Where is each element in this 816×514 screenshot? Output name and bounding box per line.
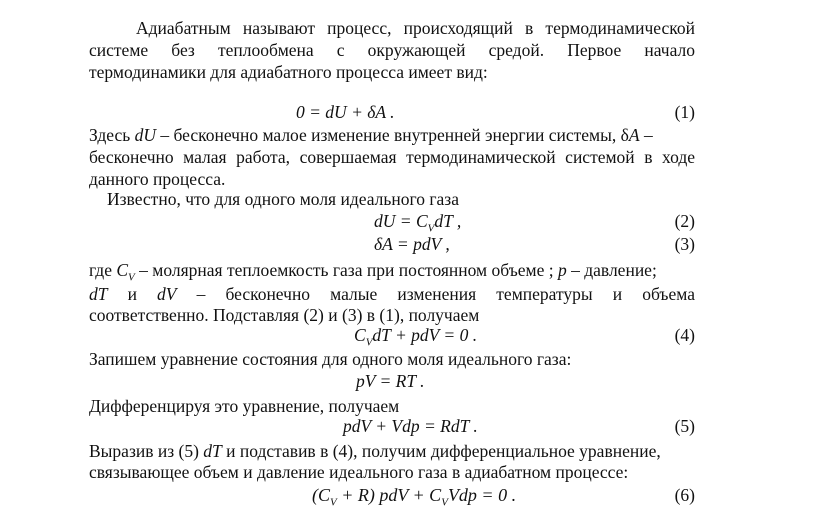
- paragraph-line-11: [89, 348, 695, 370]
- text: – давление;: [566, 260, 657, 280]
- paragraph-line-5: [89, 146, 695, 168]
- text: малые: [330, 284, 378, 304]
- text-line: данного процесса.: [89, 169, 226, 189]
- text-line: Известно, что для одного моля идеального газа: [107, 189, 459, 209]
- paragraph-line-3: [89, 61, 695, 83]
- text: где: [89, 260, 117, 280]
- equation-text: dT ,: [434, 211, 462, 231]
- text-line: Адиабатным называют процесс, происходящий в термодинамической: [136, 18, 695, 38]
- equation-3: [374, 233, 450, 255]
- text-line: соответственно. Подставляя (2) и (3) в (1), получаем: [89, 305, 480, 325]
- equation-number-6: (6): [674, 485, 695, 505]
- equation-text: dU = C: [374, 211, 428, 231]
- text: Выразив из (5): [89, 441, 204, 461]
- equation-text: pV = RT .: [356, 371, 425, 391]
- equation-text: + R) pdV + C: [336, 485, 442, 505]
- subscript: V: [427, 222, 435, 235]
- math-text: dT: [89, 284, 108, 304]
- text-line: Запишем уравнение состояния для одного моля идеального газа:: [89, 349, 572, 369]
- math-text: C: [116, 260, 129, 280]
- equation-text: (C: [312, 485, 330, 505]
- text: температуры: [496, 284, 593, 304]
- equation-1: [296, 101, 395, 123]
- subscript: V: [365, 336, 373, 349]
- paragraph-line-12: [89, 395, 695, 417]
- equation-number-4: (4): [674, 325, 695, 345]
- equation-text: pdV + Vdp = RdT .: [343, 416, 478, 436]
- text: –: [196, 284, 206, 304]
- equation-number-1: (1): [674, 102, 695, 122]
- paragraph-line-8: [89, 259, 695, 284]
- paragraph-line-4: [89, 124, 695, 146]
- subscript: V: [128, 271, 135, 284]
- text: – бесконечно малое изменение внутренней энергии системы, δ: [155, 125, 629, 145]
- math-text: dU: [134, 125, 156, 145]
- text-line: системе без теплообмена с окружающей средой. Первое начало: [89, 40, 695, 60]
- equation-number-5: (5): [674, 416, 695, 436]
- equation-text: δA = pdV ,: [374, 234, 450, 254]
- text-line: бесконечно малая работа, совершаемая термодинамической системой в ходе: [89, 147, 695, 167]
- paragraph-line-7: [107, 188, 713, 210]
- paragraph-line-10: [89, 304, 695, 326]
- text: и: [127, 284, 137, 304]
- equation-text: dT + pdV = 0 .: [372, 325, 478, 345]
- text-line: термодинамики для адиабатного процесса имеет вид:: [89, 62, 488, 82]
- math-text: dV: [157, 284, 177, 304]
- text: – молярная теплоемкость газа при постоянном объеме ;: [134, 260, 558, 280]
- paragraph-line-13: [89, 440, 695, 462]
- paragraph-line-9: [89, 283, 695, 305]
- math-text: A: [628, 125, 640, 145]
- paragraph-line-14: [89, 461, 695, 483]
- math-text: p: [558, 260, 567, 280]
- paragraph-line-1: [89, 17, 695, 39]
- paragraph-line-2: [89, 39, 695, 61]
- text: и: [612, 284, 623, 304]
- equation-text: C: [354, 325, 366, 345]
- text: Здесь: [89, 125, 135, 145]
- subscript: V: [330, 496, 337, 509]
- equation-6: [343, 415, 478, 437]
- math-text: dT: [203, 441, 222, 461]
- equation-5: [356, 370, 425, 392]
- text: и подставив в (4), получим дифференциальное уравнение,: [221, 441, 661, 461]
- paragraph-line-6: [89, 168, 695, 190]
- equation-number-2: (2): [674, 211, 695, 231]
- text: –: [639, 125, 653, 145]
- equation-number-3: (3): [674, 234, 695, 254]
- subscript: V: [441, 496, 448, 509]
- text: объема: [642, 284, 695, 304]
- text-line: Дифференцируя это уравнение, получаем: [89, 396, 400, 416]
- equation-7: [312, 484, 516, 514]
- text-line: связывающее объем и давление идеального газа в адиабатном процессе:: [89, 462, 629, 482]
- equation-text: 0 = dU + δA .: [296, 102, 395, 122]
- text: бесконечно: [225, 284, 311, 304]
- equation-text: Vdp = 0 .: [447, 485, 517, 505]
- text: изменения: [397, 284, 477, 304]
